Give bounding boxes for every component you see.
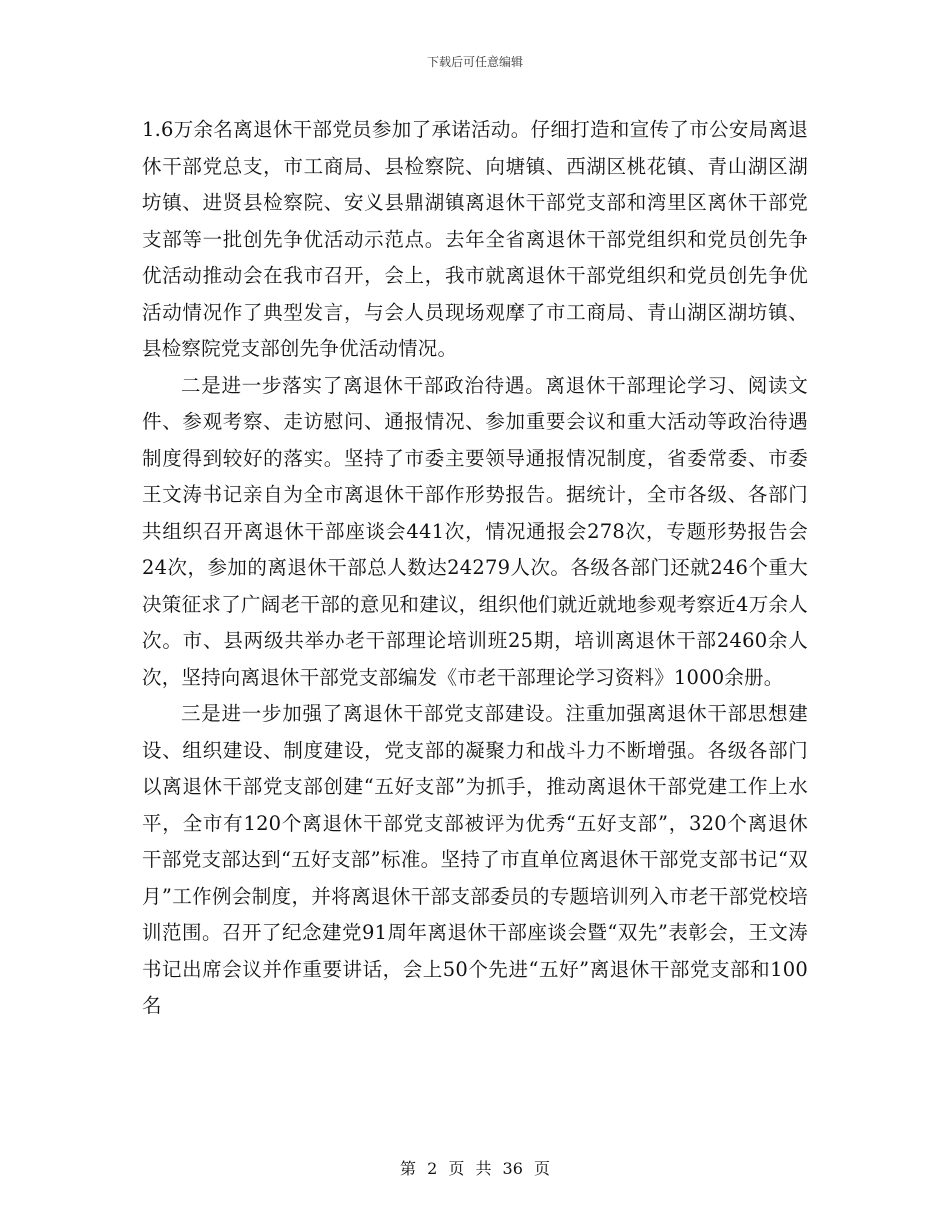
document-body bbox=[142, 112, 808, 1025]
paragraph-2: 二是进一步落实了离退休干部政治待遇。离退休干部理论学习、阅读文件、参观考察、走访慰问、通报情况、参加重要会议和重大活动等政治待遇制度得到较好的落实。坚持了市委主要领导通报情况制度，省委常委、市委王文涛书记亲自为全市离退休干部作形势报告。据统计，全市各级、各部门共组织召开离退休干部座谈会441次，情况通报会278次，专题形势报告会24次，参加的离退休干部总人数达24279人次。各级各部门还就246个重大决策征求了广阔老干部的意见和建议，组织他们就近就地参观考察近4万余人次。市、县两级共举办老干部理论培训班25期，培训离退休干部2460余人次，坚持向离退休干部党支部编发《市老干部理论学习资料》1000余册。 bbox=[142, 373, 808, 689]
paragraph-1: 1.6万余名离退休干部党员参加了承诺活动。仔细打造和宣传了市公安局离退休干部党总支，市工商局、县检察院、向塘镇、西湖区桃花镇、青山湖区湖坊镇、进贤县检察院、安义县鼎湖镇离退休干部党支部和湾里区离休干部党支部等一批创先争优活动示范点。去年全省离退休干部党组织和党员创先争优活动推动会在我市召开，会上，我市就离退休干部党组织和党员创先争优活动情况作了典型发言，与会人员现场观摩了市工商局、青山湖区湖坊镇、县检察院党支部创先争优活动情况。 bbox=[142, 118, 808, 360]
paragraph-3: 三是进一步加强了离退休干部党支部建设。注重加强离退休干部思想建设、组织建设、制度建设，党支部的凝聚力和战斗力不断增强。各级各部门以离退休干部党支部创建“五好支部”为抓手，推动离退休干部党建工作上水平，全市有120个离退休干部党支部被评为优秀“五好支部”，320个离退休干部党支部达到“五好支部”标准。坚持了市直单位离退休干部党支部书记“双月”工作例会制度，并将离退休干部支部委员的专题培训列入市老干部党校培训范围。召开了纪念建党91周年离退休干部座谈会暨“双先”表彰会，王文涛书记出席会议并作重要讲话，会上50个先进“五好”离退休干部党支部和100名 bbox=[142, 702, 808, 1017]
page-number-footer: 第 2 页 共 36 页 bbox=[400, 1159, 550, 1178]
page-header: 下载后可任意编辑 bbox=[426, 55, 523, 69]
